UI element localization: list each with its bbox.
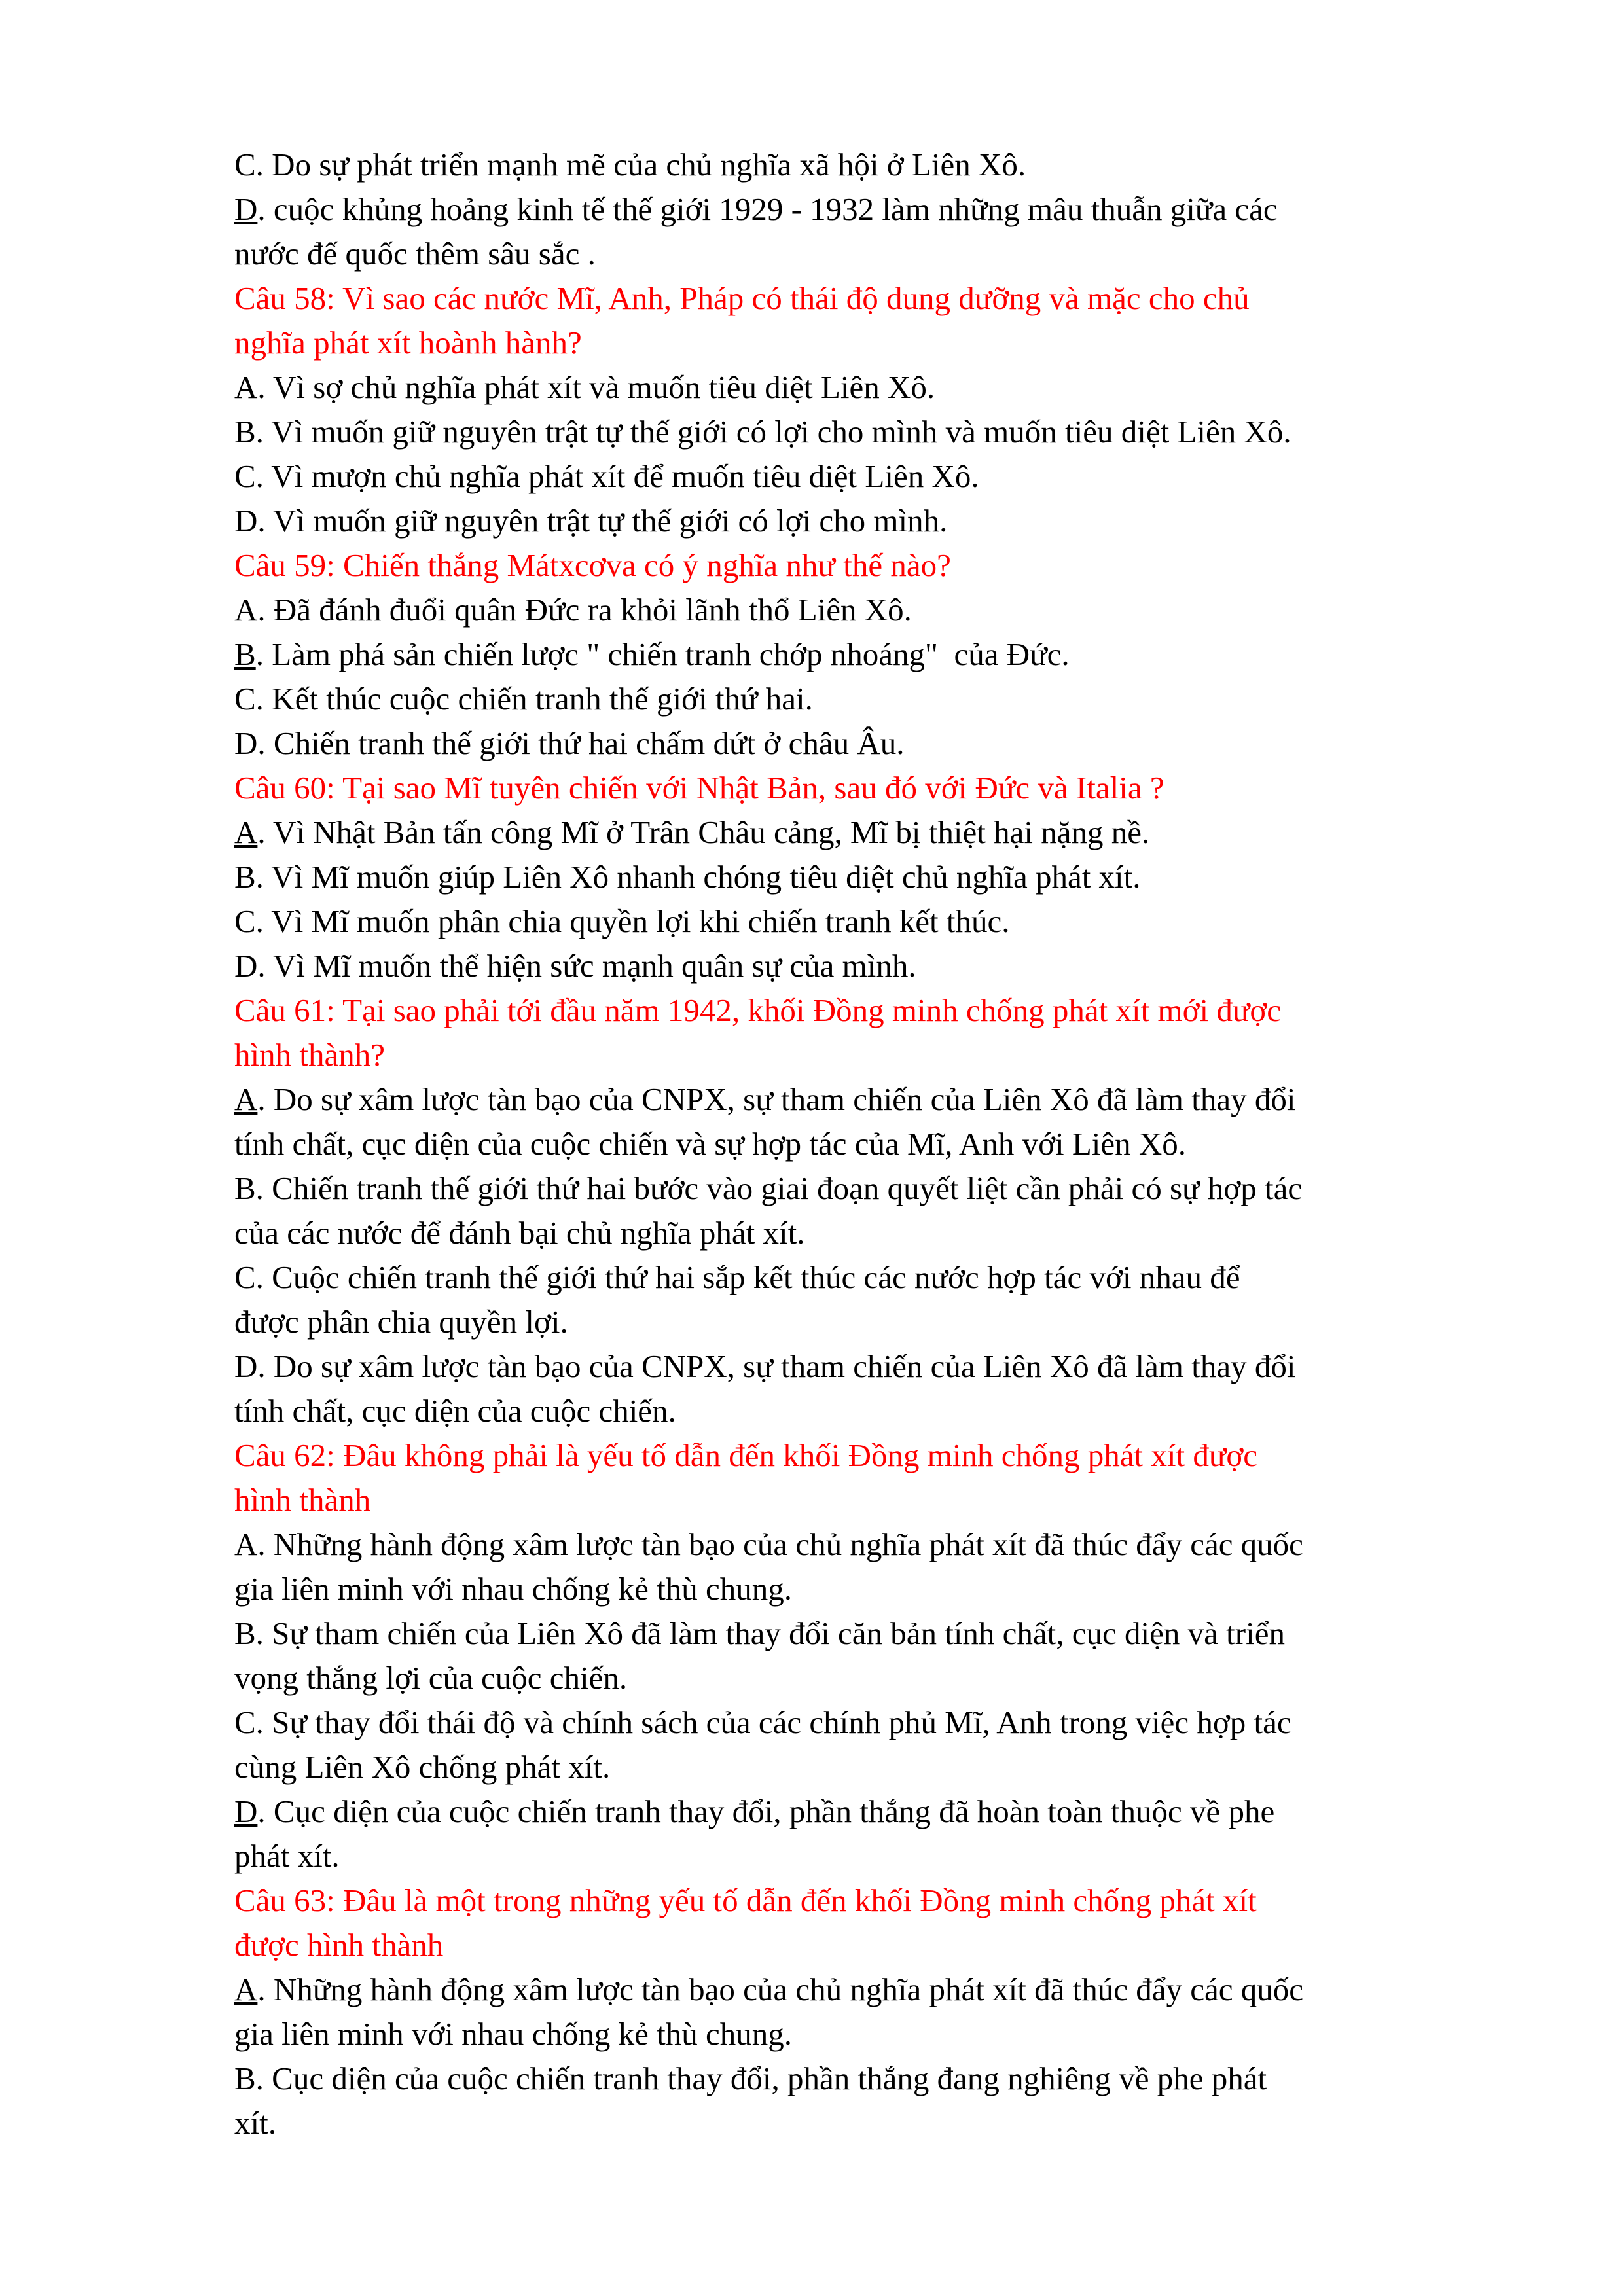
answer-line: B. Sự tham chiến của Liên Xô đã làm thay đổi căn bản tính chất, cục diện và triển — [234, 1615, 1285, 1651]
answer-line: được phân chia quyền lợi. — [234, 1304, 568, 1340]
question-line: hình thành — [234, 1482, 371, 1518]
correct-answer-mark: A — [234, 1971, 258, 2007]
answer-line — [234, 1789, 1517, 1834]
answer-line: B. Vì Mĩ muốn giúp Liên Xô nhanh chóng tiêu diệt chủ nghĩa phát xít. — [234, 859, 1141, 895]
answer-line: A. Vì sợ chủ nghĩa phát xít và muốn tiêu diệt Liên Xô. — [234, 369, 935, 405]
answer-line: C. Vì mượn chủ nghĩa phát xít để muốn tiêu diệt Liên Xô. — [234, 458, 979, 494]
answer-line: gia liên minh với nhau chống kẻ thù chung. — [234, 1571, 792, 1607]
correct-answer-mark: A — [234, 1081, 258, 1117]
answer-line: C. Kết thúc cuộc chiến tranh thế giới thứ hai. — [234, 681, 813, 717]
answer-line: A. Những hành động xâm lược tàn bạo của chủ nghĩa phát xít đã thúc đẩy các quốc — [234, 1526, 1303, 1562]
question-line: Câu 63: Đâu là một trong những yếu tố dẫn đến khối Đồng minh chống phát xít — [234, 1882, 1257, 1918]
question-line: hình thành? — [234, 1037, 385, 1073]
answer-text: . cuộc khủng hoảng kinh tế thế giới 1929 - 1932 làm những mâu thuẫn giữa các — [257, 191, 1278, 227]
answer-line — [234, 1077, 1517, 1122]
answer-line: A. Đã đánh đuổi quân Đức ra khỏi lãnh thổ Liên Xô. — [234, 592, 912, 628]
answer-text: . Vì Nhật Bản tấn công Mĩ ở Trân Châu cảng, Mĩ bị thiệt hại nặng nề. — [257, 814, 1150, 850]
answer-text: . Do sự xâm lược tàn bạo của CNPX, sự tham chiến của Liên Xô đã làm thay đổi — [257, 1081, 1296, 1117]
answer-line: D. Do sự xâm lược tàn bạo của CNPX, sự tham chiến của Liên Xô đã làm thay đổi — [234, 1348, 1296, 1384]
answer-line: C. Do sự phát triển mạnh mẽ của chủ nghĩa xã hội ở Liên Xô. — [234, 147, 1026, 183]
answer-line: của các nước để đánh bại chủ nghĩa phát xít. — [234, 1215, 805, 1251]
answer-line: C. Vì Mĩ muốn phân chia quyền lợi khi chiến tranh kết thúc. — [234, 903, 1010, 939]
answer-line: C. Sự thay đổi thái độ và chính sách của các chính phủ Mĩ, Anh trong việc hợp tác — [234, 1704, 1291, 1740]
question-line: nghĩa phát xít hoành hành? — [234, 325, 582, 361]
answer-text: . Làm phá sản chiến lược " chiến tranh chớp nhoáng" của Đức. — [255, 636, 1070, 672]
answer-line: phát xít. — [234, 1838, 340, 1874]
answer-line — [234, 810, 1517, 855]
answer-line: D. Vì muốn giữ nguyên trật tự thế giới có lợi cho mình. — [234, 503, 948, 539]
answer-line: vọng thắng lợi của cuộc chiến. — [234, 1660, 628, 1696]
answer-line: gia liên minh với nhau chống kẻ thù chung. — [234, 2016, 792, 2052]
question-line: Câu 61: Tại sao phải tới đầu năm 1942, khối Đồng minh chống phát xít mới được — [234, 992, 1282, 1028]
answer-line: xít. — [234, 2105, 276, 2141]
answer-line: B. Cục diện của cuộc chiến tranh thay đổi, phần thắng đang nghiêng về phe phát — [234, 2060, 1267, 2096]
answer-text: . Những hành động xâm lược tàn bạo của chủ nghĩa phát xít đã thúc đẩy các quốc — [257, 1971, 1303, 2007]
answer-line — [234, 187, 1517, 232]
answer-line: D. Chiến tranh thế giới thứ hai chấm dứt ở châu Âu. — [234, 725, 905, 761]
correct-answer-mark: D — [234, 191, 258, 227]
answer-line: tính chất, cục diện của cuộc chiến và sự hợp tác của Mĩ, Anh với Liên Xô. — [234, 1126, 1187, 1162]
answer-line: tính chất, cục diện của cuộc chiến. — [234, 1393, 676, 1429]
answer-line — [234, 632, 1517, 677]
answer-line: C. Cuộc chiến tranh thế giới thứ hai sắp kết thúc các nước hợp tác với nhau để — [234, 1259, 1240, 1295]
correct-answer-mark: B — [234, 636, 256, 672]
correct-answer-mark: A — [234, 814, 258, 850]
answer-line: nước đế quốc thêm sâu sắc . — [234, 236, 596, 272]
question-line: Câu 60: Tại sao Mĩ tuyên chiến với Nhật Bản, sau đó với Đức và Italia ? — [234, 770, 1164, 806]
question-line: được hình thành — [234, 1927, 444, 1963]
answer-line: D. Vì Mĩ muốn thể hiện sức mạnh quân sự của mình. — [234, 948, 916, 984]
answer-line: cùng Liên Xô chống phát xít. — [234, 1749, 611, 1785]
question-line: Câu 59: Chiến thắng Mátxcơva có ý nghĩa như thế nào? — [234, 547, 951, 583]
document-lines — [234, 143, 1517, 2145]
correct-answer-mark: D — [234, 1793, 258, 1829]
answer-line: B. Vì muốn giữ nguyên trật tự thế giới có lợi cho mình và muốn tiêu diệt Liên Xô. — [234, 414, 1291, 450]
answer-line — [234, 1967, 1517, 2012]
answer-text: . Cục diện của cuộc chiến tranh thay đổi, phần thắng đã hoàn toàn thuộc về phe — [257, 1793, 1275, 1829]
question-line: Câu 62: Đâu không phải là yếu tố dẫn đến khối Đồng minh chống phát xít được — [234, 1437, 1258, 1473]
answer-line: B. Chiến tranh thế giới thứ hai bước vào giai đoạn quyết liệt cần phải có sự hợp tác — [234, 1170, 1303, 1206]
question-line: Câu 58: Vì sao các nước Mĩ, Anh, Pháp có thái độ dung dưỡng và mặc cho chủ — [234, 280, 1250, 316]
